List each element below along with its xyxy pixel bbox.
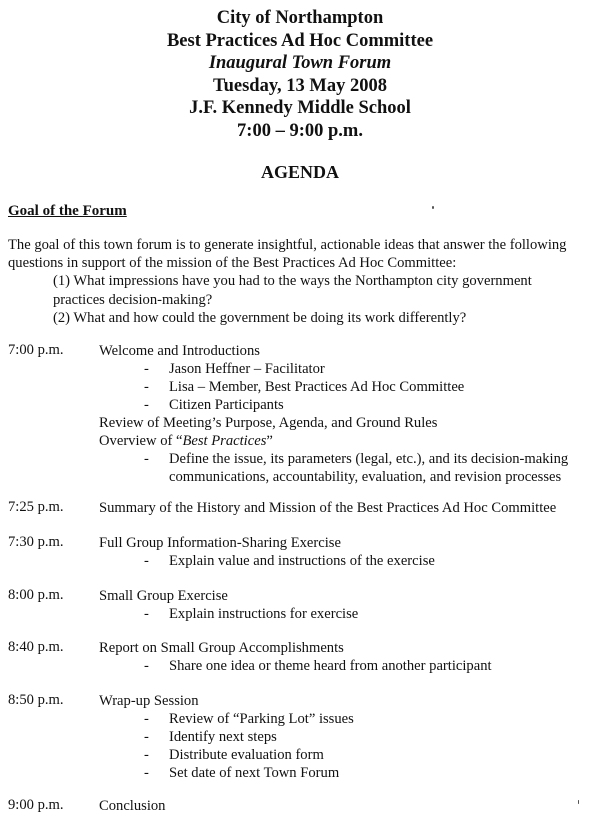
dash-marker: - — [144, 553, 149, 569]
bullet-text-continued: communications, accountability, evaluation, and revision processes — [169, 469, 562, 485]
bullet-item — [99, 764, 599, 782]
forum-time: 7:00 – 9:00 p.m. — [237, 120, 363, 141]
question-1: (1) What impressions have you had to the ways the Northampton city government — [53, 273, 532, 290]
forum-name: Inaugural Town Forum — [208, 53, 392, 73]
item-title: Summary of the History and Mission of the Best Practices Ad Hoc Committee — [99, 500, 557, 516]
document-header — [0, 7, 600, 142]
bullet-item — [99, 746, 599, 764]
bullet-text: Define the issue, its parameters (legal, etc.), and its decision-making — [169, 451, 569, 467]
bullet-item — [99, 360, 599, 378]
item-title: Full Group Information-Sharing Exercise — [99, 535, 341, 551]
goal-line: The goal of this town forum is to generate insightful, actionable ideas that answer the following — [8, 237, 567, 253]
item-content — [99, 534, 599, 570]
item-title: Welcome and Introductions — [99, 343, 260, 359]
dash-marker: - — [144, 379, 149, 395]
item-title: Conclusion — [99, 798, 166, 814]
dash-marker: - — [144, 361, 149, 377]
review-line: Review of Meeting’s Purpose, Agenda, and Ground Rules — [99, 415, 438, 431]
bullet-text: Lisa – Member, Best Practices Ad Hoc Committee — [169, 379, 465, 395]
item-time: 9:00 p.m. — [8, 797, 64, 813]
dash-marker: - — [144, 765, 149, 781]
committee-name: Best Practices Ad Hoc Committee — [166, 30, 434, 51]
item-title: Small Group Exercise — [99, 588, 228, 604]
bullet-text: Citizen Participants — [169, 397, 284, 413]
bullet-item — [99, 396, 599, 414]
bullet-text: Distribute evaluation form — [169, 747, 324, 763]
bullet-item — [99, 450, 599, 468]
item-time: 8:00 p.m. — [8, 587, 64, 603]
bullet-text: Share one idea or theme heard from another participant — [169, 658, 492, 674]
item-time: 7:00 p.m. — [8, 342, 64, 358]
item-title: Report on Small Group Accomplishments — [99, 640, 344, 656]
item-time: 8:40 p.m. — [8, 639, 64, 655]
bullet-text: Identify next steps — [169, 729, 277, 745]
item-time: 7:25 p.m. — [8, 499, 64, 515]
bullet-item — [99, 728, 599, 746]
item-content — [99, 639, 599, 675]
dash-marker: - — [144, 658, 149, 674]
bullet-text: Set date of next Town Forum — [169, 765, 340, 781]
agenda-title: AGENDA — [260, 162, 339, 182]
bullet-item — [99, 657, 599, 675]
item-time: 7:30 p.m. — [8, 534, 64, 550]
city-name: City of Northampton — [216, 8, 384, 28]
overview-line — [99, 432, 599, 450]
dash-marker: - — [144, 747, 149, 763]
item-time: 8:50 p.m. — [8, 692, 64, 708]
forum-date: Tuesday, 13 May 2008 — [212, 75, 388, 96]
overview-italic: Best Practices — [182, 433, 267, 449]
item-content — [99, 499, 599, 517]
scan-speck — [432, 206, 434, 209]
dash-marker: - — [144, 397, 149, 413]
goal-line: questions in support of the mission of the Best Practices Ad Hoc Committee: — [8, 255, 457, 272]
item-title: Wrap-up Session — [99, 693, 199, 709]
goal-heading: Goal of the Forum — [8, 203, 127, 219]
dash-marker: - — [144, 729, 149, 745]
dash-marker: - — [144, 606, 149, 622]
bullet-item — [99, 552, 599, 570]
bullet-text: Explain value and instructions of the exercise — [169, 553, 435, 569]
bullet-item — [99, 378, 599, 396]
bullet-text: Jason Heffner – Facilitator — [169, 361, 325, 377]
bullet-item — [99, 710, 599, 728]
question-1-continued: practices decision-making? — [53, 291, 213, 308]
forum-location: J.F. Kennedy Middle School — [189, 98, 411, 118]
question-2: (2) What and how could the government be doing its work differently? — [53, 309, 467, 326]
goal-paragraph — [8, 236, 598, 327]
dash-marker: - — [144, 711, 149, 727]
dash-marker: - — [144, 451, 149, 467]
bullet-item — [99, 605, 599, 623]
item-content — [99, 342, 599, 486]
bullet-text: Review of “Parking Lot” issues — [169, 711, 354, 727]
item-content — [99, 587, 599, 623]
scan-speck — [578, 800, 579, 804]
item-content — [99, 692, 599, 782]
overview-prefix: Overview of “ — [99, 433, 183, 449]
item-content — [99, 797, 599, 815]
bullet-text: Explain instructions for exercise — [169, 606, 359, 622]
overview-suffix: ” — [266, 433, 273, 449]
